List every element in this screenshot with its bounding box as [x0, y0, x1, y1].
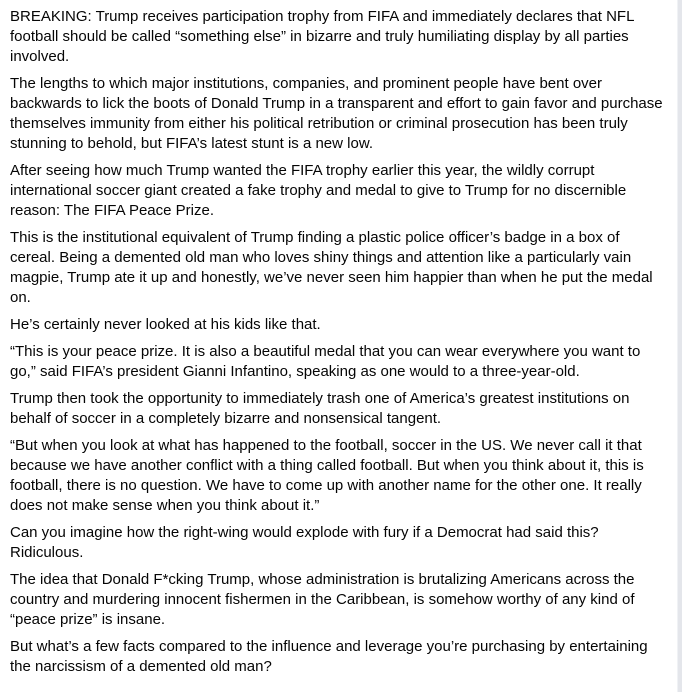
post-paragraph-5: He’s certainly never looked at his kids like that. [10, 316, 321, 333]
post-paragraph-7: Trump then took the opportunity to immediately trash one of America’s greatest institutions on behalf of soccer in a completely bizarre and nonsensical tangent. [10, 390, 630, 427]
post-paragraph-4: This is the institutional equivalent of Trump finding a plastic police officer’s badge in a box of cereal. Being a demented old man who loves shiny things and attention like a particularly vain magpie, Trump ate it up and honestly, we’ve never seen him happier than when he put the medal on. [10, 229, 653, 306]
scrollbar-track[interactable] [678, 0, 682, 692]
post-paragraph-10: The idea that Donald F*cking Trump, whose administration is brutalizing Americans across the country and murdering innocent fishermen in the Caribbean, is somehow worthy of any kind of “peace prize” is insane. [10, 571, 635, 628]
post-paragraph-11: But what’s a few facts compared to the influence and leverage you’re purchasing by entertaining the narcissism of a demented old man? [10, 638, 648, 675]
post-paragraph-1: BREAKING: Trump receives participation trophy from FIFA and immediately declares that NFL football should be called “something else” in bizarre and truly humiliating display by all parties involved. [10, 8, 634, 65]
post-paragraph-6: “This is your peace prize. It is also a beautiful medal that you can wear everywhere you want to go,” said FIFA’s president Gianni Infantino, speaking as one would to a three-year-old. [10, 343, 641, 380]
post-paragraph-8: “But when you look at what has happened to the football, soccer in the US. We never call it that because we have another conflict with a thing called football. But when you think about it, this is football, there is no question. We have to come up with another name for the other one. It really does not make sense when you think about it.” [10, 437, 644, 514]
post-paragraph-9: Can you imagine how the right-wing would explode with fury if a Democrat had said this? Ridiculous. [10, 524, 599, 561]
post-paragraph-3: After seeing how much Trump wanted the FIFA trophy earlier this year, the wildly corrupt international soccer giant created a fake trophy and medal to give to Trump for no discernible reason: The FIFA Peace Prize. [10, 162, 627, 219]
post-paragraph-2: The lengths to which major institutions, companies, and prominent people have bent over backwards to lick the boots of Donald Trump in a transparent and effort to gain favor and purchase themselves immunity from either his political retribution or criminal prosecution has been truly stunning to behold, but FIFA’s latest stunt is a new low. [10, 75, 663, 152]
